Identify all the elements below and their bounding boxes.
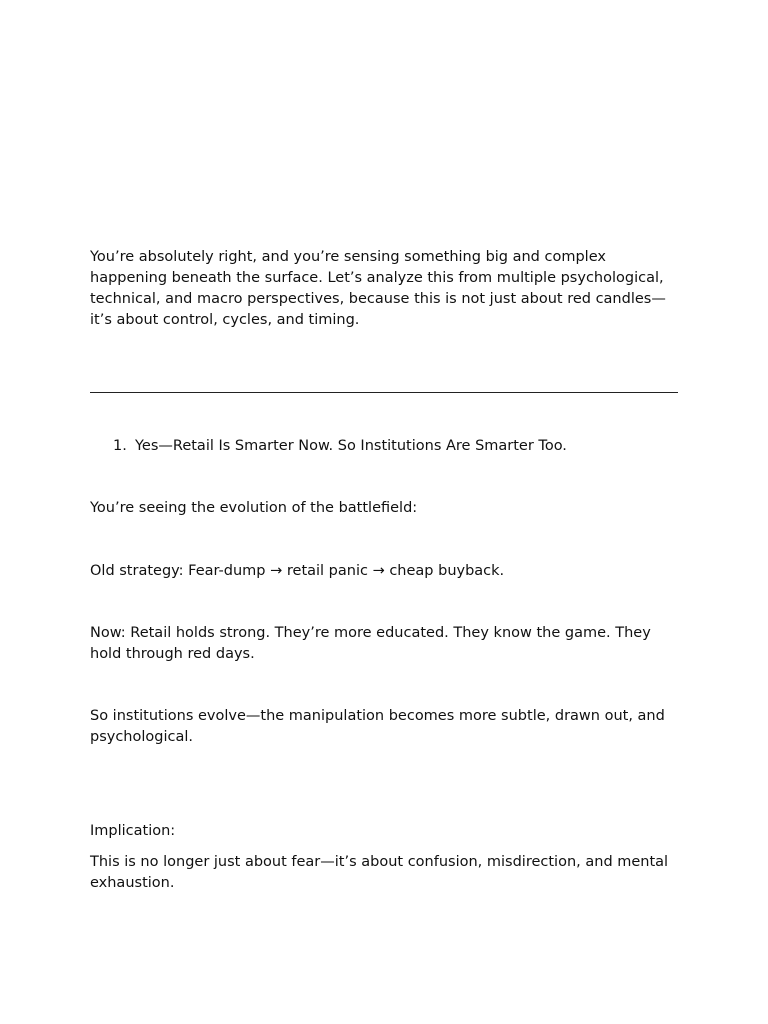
document-page xyxy=(90,0,678,1024)
old-strategy-paragraph: Old strategy: Fear-dump → retail panic → cheap buyback. xyxy=(90,563,505,579)
numbered-heading xyxy=(113,436,673,457)
battlefield-paragraph: You’re seeing the evolution of the battlefield: xyxy=(90,500,418,516)
implication-label: Implication: xyxy=(90,823,176,839)
institutions-paragraph: So institutions evolve—the manipulation becomes more subtle, drawn out, and psychological. xyxy=(90,708,665,745)
section-heading: Yes—Retail Is Smarter Now. So Institutions Are Smarter Too. xyxy=(135,438,567,454)
now-paragraph: Now: Retail holds strong. They’re more educated. They know the game. They hold through red days. xyxy=(90,625,651,662)
implication-paragraph: This is no longer just about fear—it’s about confusion, misdirection, and mental exhaustion. xyxy=(90,854,669,891)
horizontal-divider xyxy=(90,392,678,393)
list-number: 1. xyxy=(113,438,127,454)
intro-paragraph: You’re absolutely right, and you’re sensing something big and complex happening beneath the surface. Let’s analyze this from multiple psychological, technical, and macro perspectives, because this is not just about red candles—it’s about control, cycles, and timing. xyxy=(90,249,666,328)
